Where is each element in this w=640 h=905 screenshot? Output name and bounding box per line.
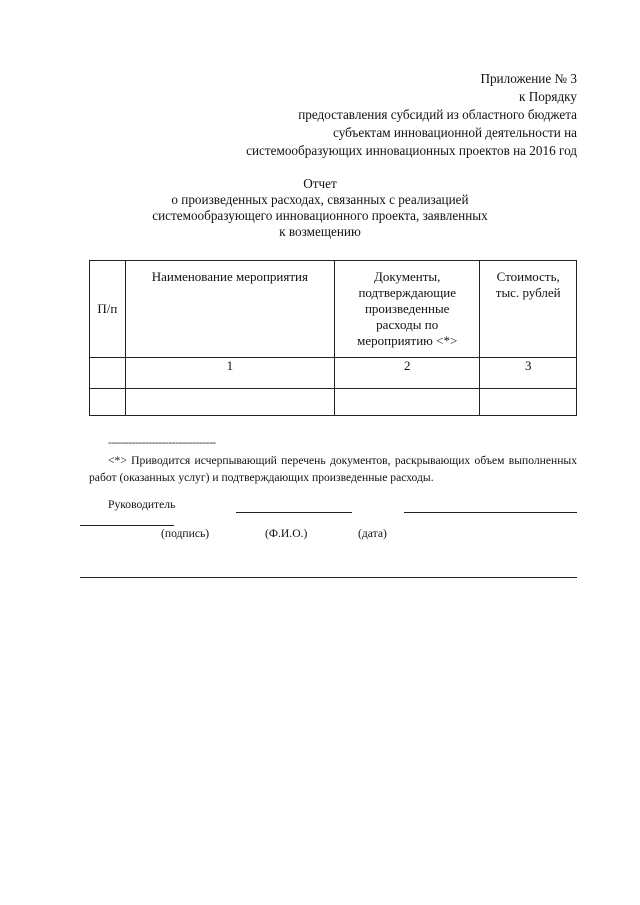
appendix-desc-2: субъектам инновационной деятельности на: [333, 125, 577, 140]
title-line-1: Отчет: [303, 176, 337, 191]
table-header-row: [90, 261, 577, 358]
table-row: [90, 389, 577, 416]
date-line: [80, 525, 174, 526]
col-documents-line-4: расходы по: [376, 317, 439, 332]
expenses-table: [89, 260, 577, 416]
footnote-text: <*> Приводится исчерпывающий перечень документов, раскрывающих объем выполненных работ (оказанных услуг) и подтверждающих произведенные расходы.: [89, 454, 577, 484]
col-cost-header: [480, 261, 577, 358]
title-line-3: системообразующего инновационного проекта, заявленных: [152, 208, 488, 223]
col-event-header: [125, 261, 334, 358]
appendix-header: [246, 70, 577, 160]
col-event-label: Наименование мероприятия: [151, 269, 308, 284]
title-line-2: о произведенных расходах, связанных с реализацией: [171, 192, 469, 207]
col-cost-line-2: тыс. рублей: [495, 285, 561, 300]
table-cell: [90, 358, 126, 389]
appendix-desc-3: системообразующих инновационных проектов на 2016 год: [246, 143, 577, 158]
col-documents-line-2: подтверждающие: [358, 285, 456, 300]
signature-label: (подпись): [161, 527, 210, 540]
table-cell: 2: [335, 358, 480, 389]
col-number-label: П/п: [97, 301, 118, 316]
appendix-number: Приложение № 3: [480, 71, 577, 86]
bottom-divider: [80, 577, 577, 578]
col-documents-header: [335, 261, 480, 358]
table-cell: [90, 389, 126, 416]
table-cell: [480, 389, 577, 416]
appendix-to-order: к Порядку: [518, 89, 577, 104]
col-documents-line-3: произведенные: [364, 301, 450, 316]
table-cell: [125, 389, 334, 416]
table-cell: 3: [480, 358, 577, 389]
date-label: (дата): [358, 527, 387, 540]
title-line-4: к возмещению: [279, 224, 361, 239]
col-documents-line-5: мероприятию <*>: [357, 333, 458, 348]
table-cell: 1: [125, 358, 334, 389]
signature-line: [236, 512, 352, 513]
fio-label: (Ф.И.О.): [265, 527, 308, 540]
footnote-separator: --------------------------------: [108, 436, 216, 449]
appendix-desc-1: предоставления субсидий из областного бюджета: [298, 107, 577, 122]
fio-line: [404, 512, 577, 513]
table-cell: [335, 389, 480, 416]
report-title: [0, 176, 640, 240]
signature-role: Руководитель: [108, 498, 176, 511]
col-cost-line-1: Стоимость,: [496, 269, 560, 284]
col-number-header: [90, 261, 126, 358]
col-documents-line-1: Документы,: [373, 269, 441, 284]
table-row: [90, 358, 577, 389]
